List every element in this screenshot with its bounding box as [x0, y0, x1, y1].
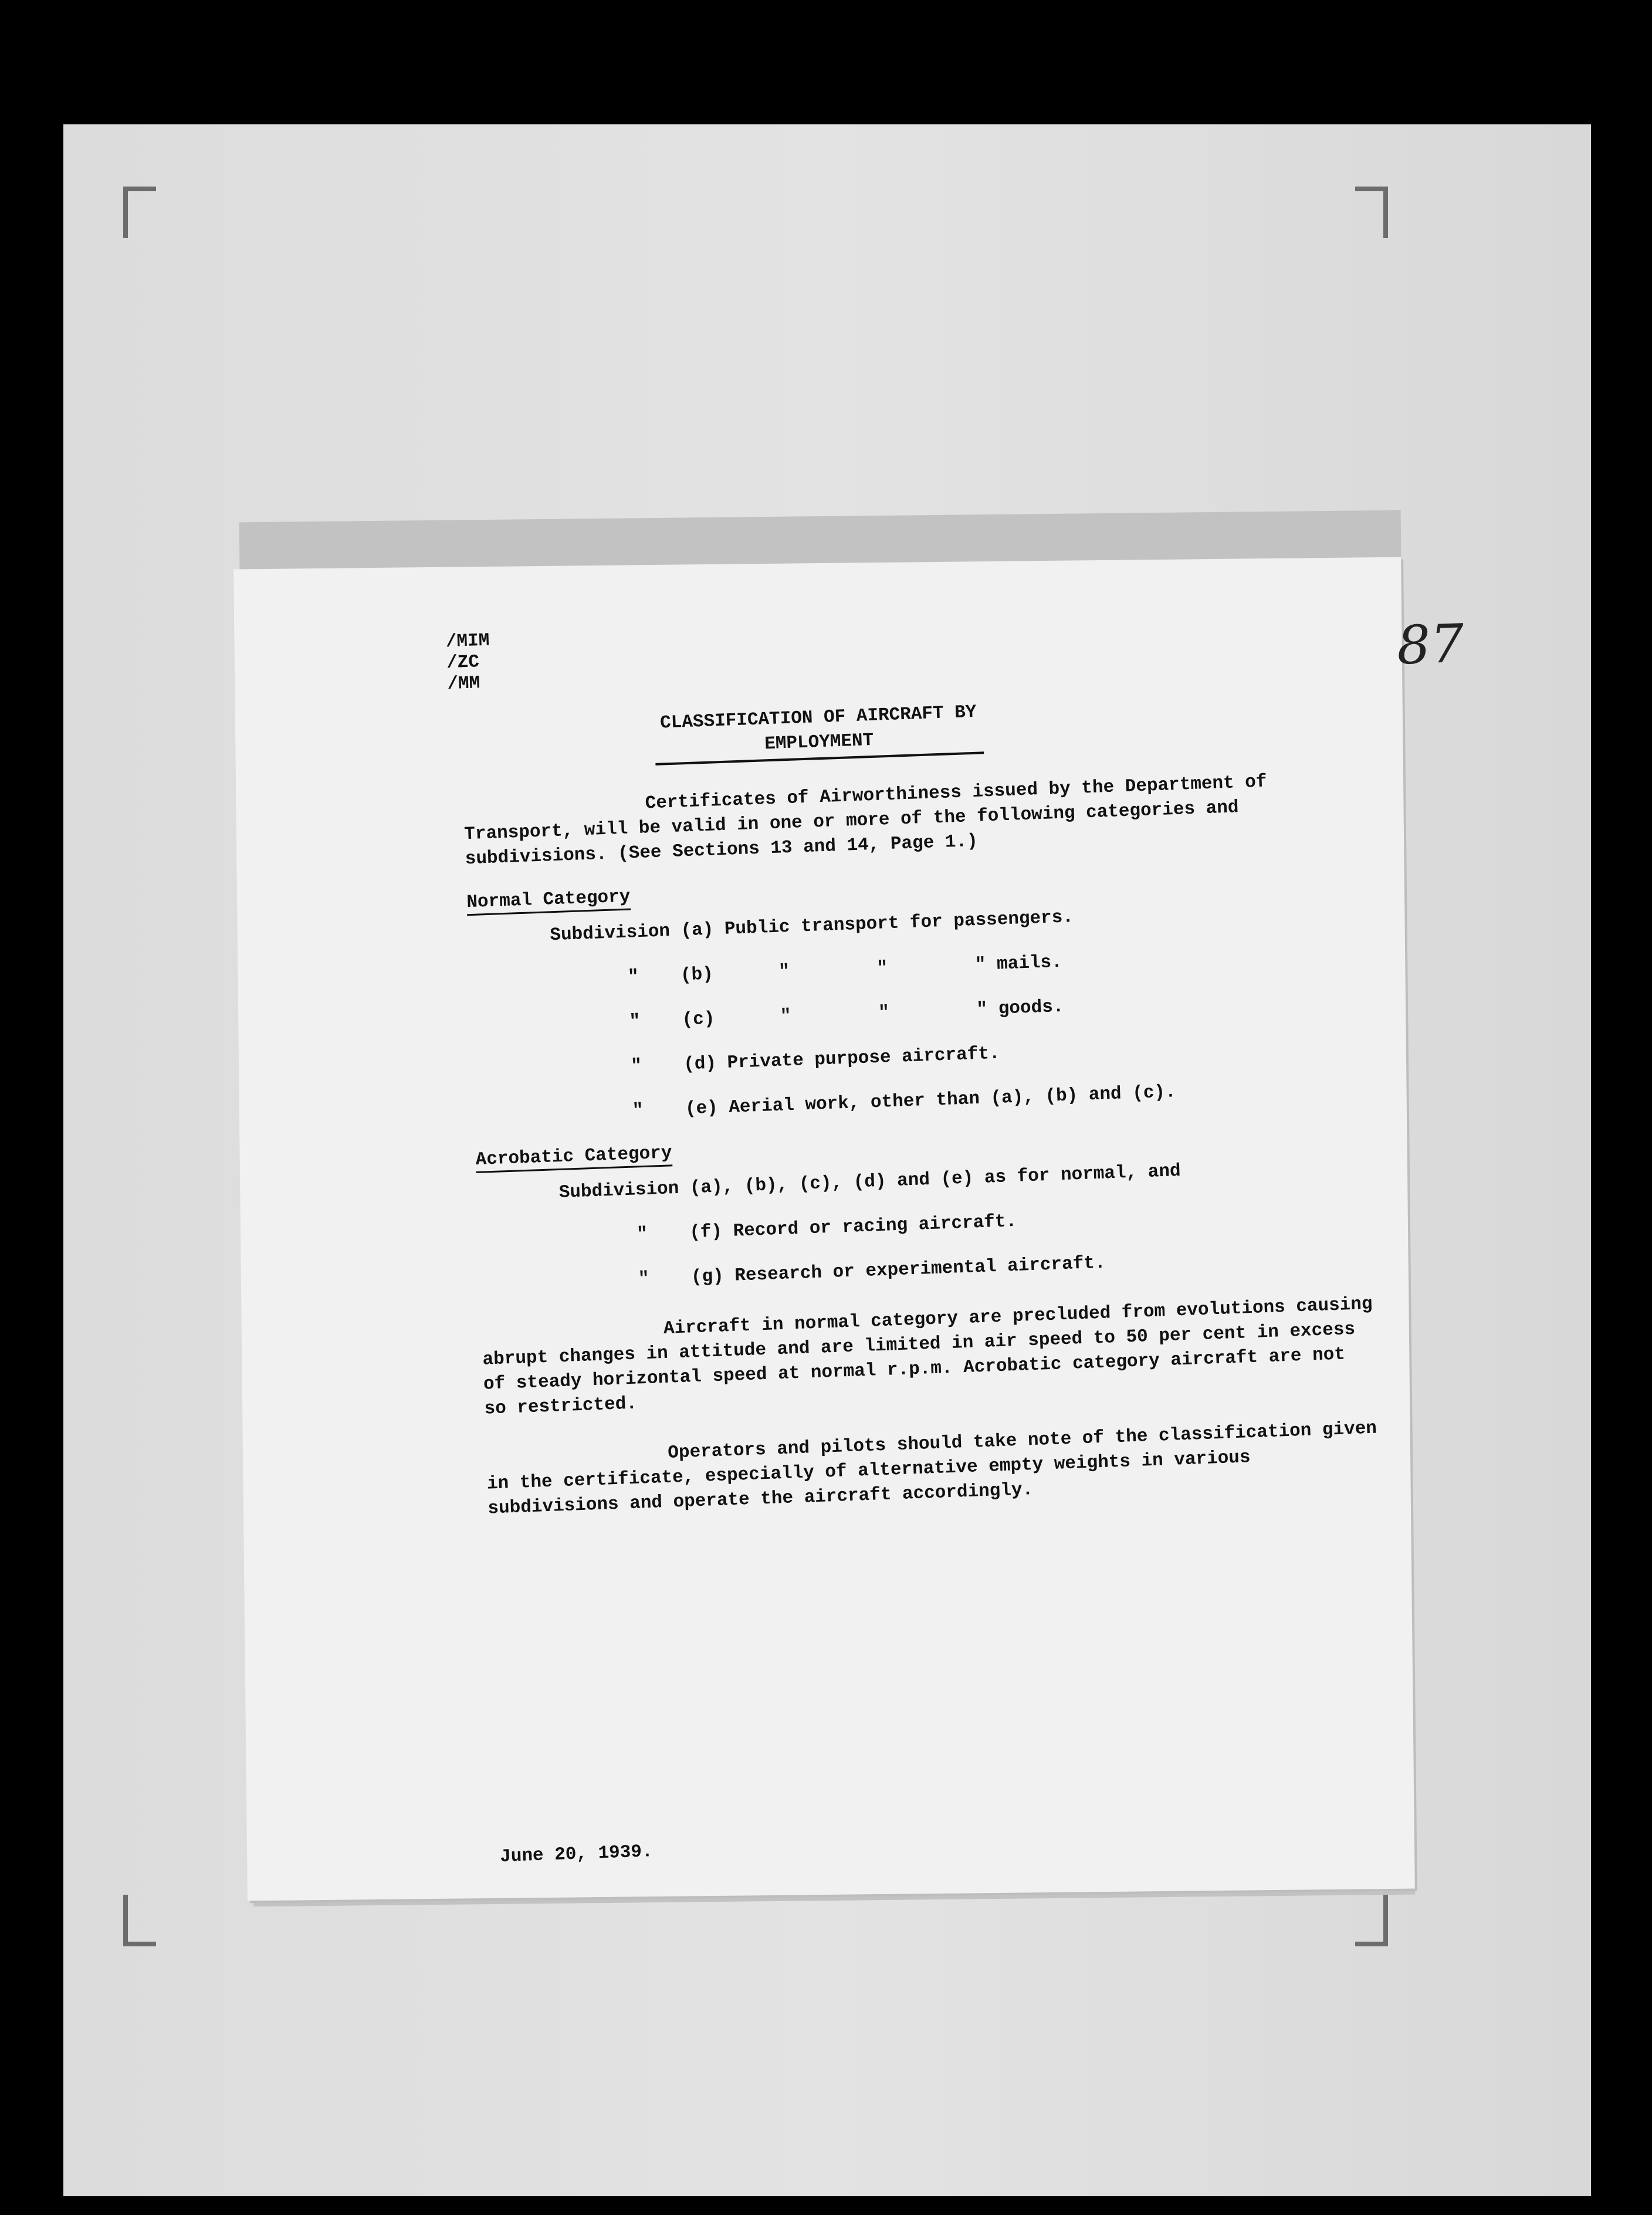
intro-paragraph: Certificates of Airworthiness issued by the Department of Transport, will be valid in one or more of the following categories and subdivisions. (See Sections 13 and 14, Page 1.) [463, 771, 1268, 870]
reference-marks [445, 600, 1350, 695]
acrobatic-category-heading: Acrobatic Category [475, 1142, 672, 1173]
handwritten-page-mark: 87 [1396, 612, 1465, 677]
normal-subdivision-item [469, 940, 1362, 995]
document-title [460, 696, 1101, 772]
document-date: June 20, 1939. [499, 1841, 654, 1868]
normal-category-heading: Normal Category [466, 886, 631, 916]
operators-paragraph: Operators and pilots should take note of the classification given in the certificate, especially of alternative empty weights in various subdivisions and operate the aircraft accordingly. [486, 1418, 1377, 1519]
subdivision-text: (c) " " " goods. [682, 996, 1064, 1031]
frame-corner-bottom-left [123, 1895, 156, 1946]
ref-mark: /MM [446, 673, 480, 695]
subdivision-text: (g) Research or experimental aircraft. [690, 1252, 1106, 1288]
frame-corner-top-left [123, 187, 156, 238]
restrictions-paragraph: Aircraft in normal category are precluded from evolutions causing abrupt changes in attitude and are limited in air speed to 50 per cent in excess of steady horizontal speed at normal r.p.m. Acrobatic category aircraft are not so restricted. [482, 1293, 1373, 1420]
document-body [445, 600, 1465, 1868]
title-line-1: CLASSIFICATION OF AIRCRAFT BY [659, 702, 977, 734]
document-sheet [233, 557, 1465, 1901]
normal-subdivision-item [472, 1029, 1365, 1085]
acrobatic-subdivision-first: Subdivision (a), (b), (c), (d) and (e) as for normal, and [558, 1161, 1182, 1204]
ditto-mark: " [638, 1268, 650, 1290]
ditto-mark: " [632, 1100, 644, 1122]
ditto-mark: " [636, 1224, 648, 1245]
subdivision-text: (b) " " " mails. [680, 951, 1063, 986]
ditto-mark: " [629, 1011, 641, 1032]
frame-corner-top-right [1355, 187, 1388, 238]
subdivision-text: (e) Aerial work, other than (a), (b) and (c). [685, 1082, 1177, 1120]
acrobatic-subdivision-item [479, 1242, 1372, 1298]
title-line-2: EMPLOYMENT [655, 724, 984, 766]
normal-subdivision-item [470, 984, 1363, 1040]
ref-mark: /MIM [445, 630, 490, 653]
subdivision-text: (d) Private purpose aircraft. [683, 1043, 1001, 1075]
frame-corner-bottom-right [1355, 1895, 1388, 1946]
ditto-mark: " [627, 967, 639, 988]
acrobatic-subdivision-item [478, 1197, 1370, 1253]
ref-mark: /ZC [446, 652, 480, 674]
subdivision-text: (f) Record or racing aircraft. [689, 1211, 1017, 1244]
ditto-mark: " [630, 1055, 642, 1077]
normal-subdivision-item [473, 1073, 1366, 1129]
normal-subdivision-a: Subdivision (a) Public transport for passengers. [549, 907, 1074, 946]
